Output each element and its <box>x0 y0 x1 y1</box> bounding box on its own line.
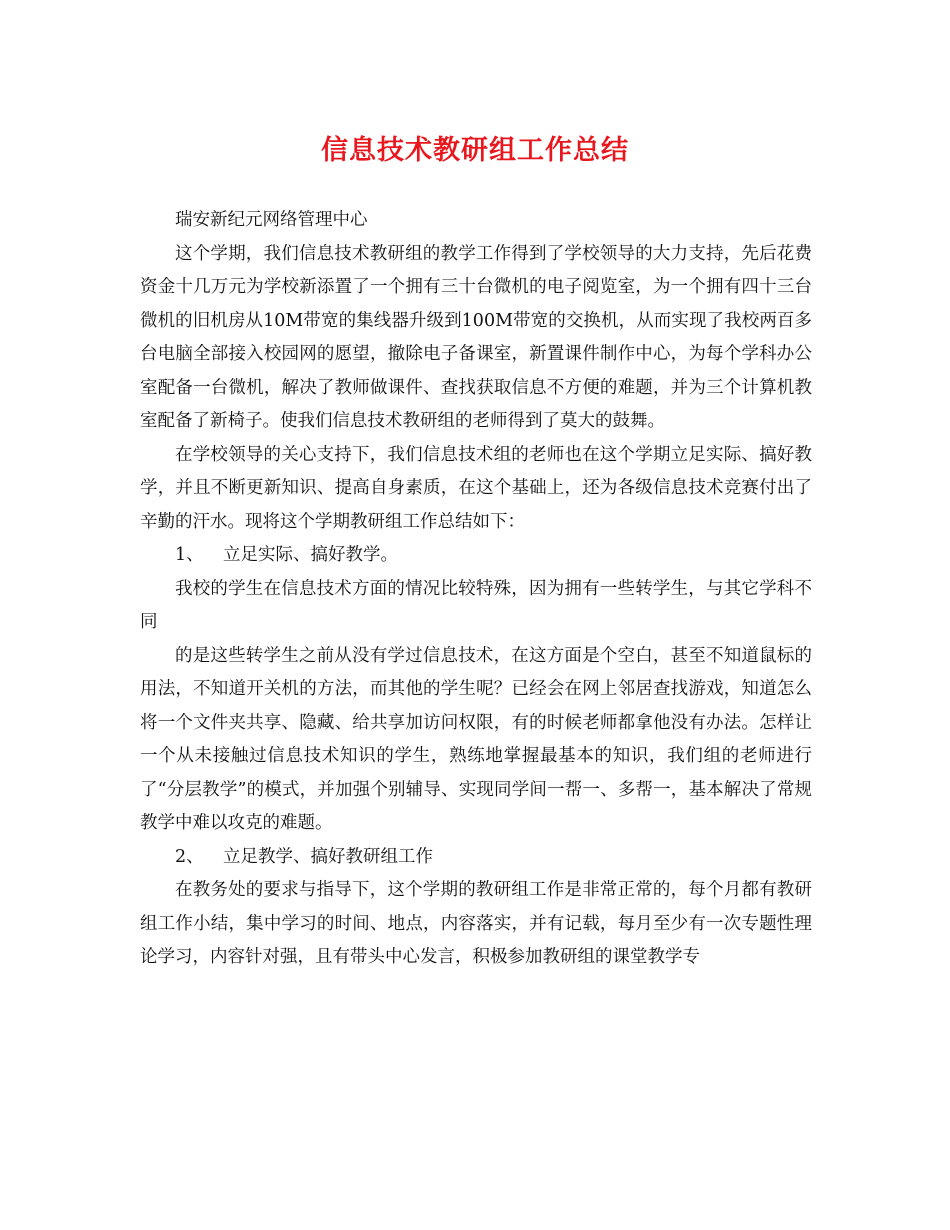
paragraph-support: 在学校领导的关心支持下，我们信息技术组的老师也在这个学期立足实际、搞好教学，并且不断更新知识、提高自身素质，在这个基础上，还为各级信息技术竞赛付出了辛勤的汗水。现将这个学期教研组工作总结如下： <box>140 444 812 532</box>
section-2-heading <box>140 841 812 875</box>
section-1-number: 1、 <box>175 545 204 565</box>
document-body <box>140 204 812 975</box>
section-2-number: 2、 <box>175 846 204 867</box>
document-title: 信息技术教研组工作总结 <box>321 135 629 166</box>
paragraph-intro: 这个学期，我们信息技术教研组的教学工作得到了学校领导的大力支持，先后花费资金十几万元为学校新添置了一个拥有三十台微机的电子阅览室，为一个拥有四十三台微机的旧机房从10M带宽的集线器升级到100M带宽的交换机，从而实现了我校两百多台电脑全部接入校园网的愿望，撤除电子备课室，新置课件制作中心，为每个学科办公室配备一台微机，解决了教师做课件、查找获取信息不方便的难题，并为三个计算机教室配备了新椅子。使我们信息技术教研组的老师得到了莫大的鼓舞。 <box>140 243 812 431</box>
section-1-paragraph-a: 我校的学生在信息技术方面的情况比较特殊，因为拥有一些转学生，与其它学科不同 <box>140 578 812 632</box>
section-1-heading <box>140 539 812 573</box>
section-1-paragraph-b: 的是这些转学生之前从没有学过信息技术，在这方面是个空白，甚至不知道鼠标的用法，不知道开关机的方法，而其他的学生呢？已经会在网上邻居查找游戏，知道怎么将一个文件夹共享、隐藏、给共享加访问权限，有的时候老师都拿他没有办法。怎样让一个从未接触过信息技术知识的学生，熟练地掌握最基本的知识，我们组的老师进行了“分层教学”的模式，并加强个别辅导、实现同学间一帮一、多帮一，基本解决了常规教学中难以攻克的难题。 <box>140 645 812 833</box>
section-1-title: 立足实际、搞好教学。 <box>223 545 398 565</box>
author-line: 瑞安新纪元网络管理中心 <box>175 210 368 230</box>
section-2-paragraph-a: 在教务处的要求与指导下，这个学期的教研组工作是非常正常的，每个月都有教研组工作小结，集中学习的时间、地点，内容落实，并有记载，每月至少有一次专题性理论学习，内容针对强，且有带头中心发言，积极参加教研组的课堂教学专 <box>140 880 812 967</box>
section-2-title: 立足教学、搞好教研组工作 <box>223 846 433 867</box>
